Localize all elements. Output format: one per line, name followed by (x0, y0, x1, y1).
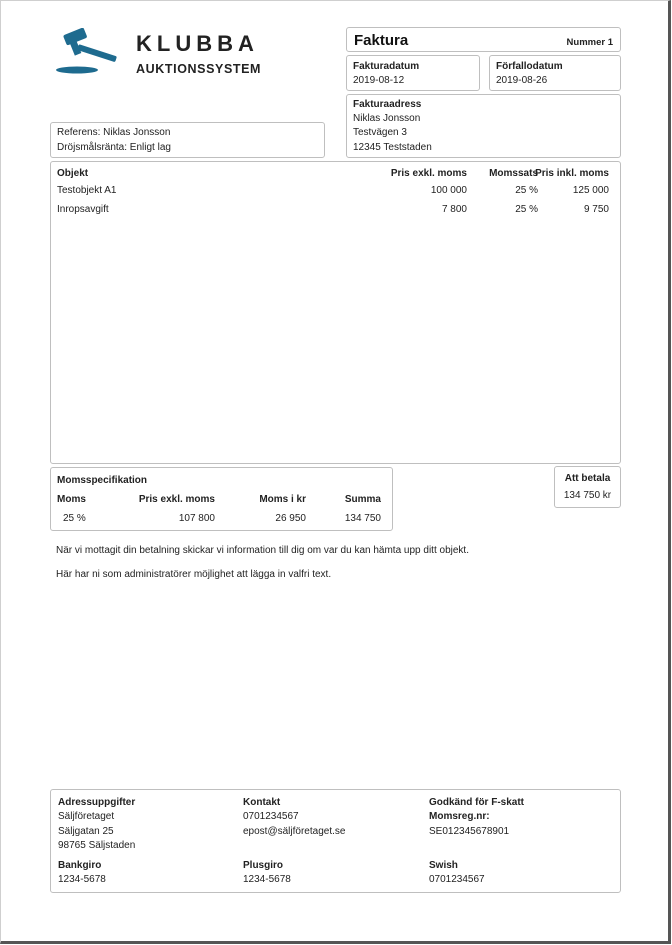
interest-text: Dröjsmålsränta: Enligt lag (57, 142, 171, 153)
vat-value: 25 % (63, 513, 86, 524)
item-object: Inropsavgift (57, 204, 109, 215)
billing-name: Niklas Jonsson (353, 113, 421, 124)
item-vat-rate: 25 % (515, 204, 538, 215)
reference-text: Referens: Niklas Jonsson (57, 127, 171, 138)
vat-sum: 134 750 (344, 513, 381, 524)
to-pay-box (554, 466, 621, 508)
footer-company: Säljföretaget (58, 811, 115, 822)
footer-box (50, 789, 621, 893)
item-vat-rate: 25 % (515, 185, 538, 196)
item-price-ex: 7 800 (441, 204, 467, 215)
footer-street: Säljgatan 25 (58, 826, 114, 837)
item-price-inc: 9 750 (583, 204, 609, 215)
invoice-date-label: Fakturadatum (353, 61, 420, 72)
due-date-label: Förfallodatum (496, 61, 563, 72)
invoice-title: Faktura (354, 32, 409, 49)
reference-box (50, 122, 325, 158)
footer-swish-label: Swish (429, 860, 458, 871)
to-pay-amount: 134 750 kr (563, 490, 612, 501)
footer-tax-label: Godkänd för F-skatt (429, 797, 525, 808)
footer-contact-label: Kontakt (243, 797, 281, 808)
footer-email[interactable]: epost@säljföretaget.se (243, 826, 346, 837)
vat-spec-box (50, 467, 393, 531)
due-date-box (489, 55, 621, 91)
billing-address-label: Fakturaadress (353, 99, 422, 110)
gavel-logo-icon (55, 28, 121, 76)
logo-name: KLUBBA (136, 31, 259, 56)
vat-header-price-ex: Pris exkl. moms (138, 494, 215, 505)
billing-city: 12345 Teststaden (353, 142, 432, 153)
footer-bankgiro: 1234-5678 (58, 874, 106, 885)
to-pay-label: Att betala (564, 473, 611, 484)
item-price-ex: 100 000 (430, 185, 467, 196)
vat-header-sum: Summa (344, 494, 381, 505)
footer-plusgiro-label: Plusgiro (243, 860, 284, 871)
items-header-price-inc: Pris inkl. moms (535, 168, 609, 179)
items-table (50, 161, 621, 464)
footer-vatreg: SE012345678901 (429, 826, 510, 837)
billing-street: Testvägen 3 (353, 127, 407, 138)
vat-price-ex: 107 800 (178, 513, 215, 524)
footer-vatreg-label: Momsreg.nr: (429, 811, 490, 822)
footer-city: 98765 Säljstaden (58, 840, 136, 851)
footer-bankgiro-label: Bankgiro (58, 860, 102, 871)
invoice-number: Nummer 1 (566, 37, 613, 48)
note-text: Här har ni som administratörer möjlighet att lägga in valfri text. (56, 569, 332, 580)
item-object: Testobjekt A1 (57, 185, 117, 196)
items-header-vat-rate: Momssats (489, 168, 538, 179)
footer-swish: 0701234567 (429, 874, 485, 885)
invoice-date-box (346, 55, 480, 91)
invoice-date: 2019-08-12 (353, 75, 405, 86)
billing-address-box (346, 94, 621, 158)
vat-spec-title: Momsspecifikation (57, 475, 148, 486)
invoice-title-box (346, 27, 621, 52)
footer-plusgiro: 1234-5678 (243, 874, 291, 885)
note-text: När vi mottagit din betalning skickar vi information till dig om var du kan hämta upp ditt objekt. (56, 545, 469, 556)
footer-address-label: Adressuppgifter (58, 797, 136, 808)
items-header-price-ex: Pris exkl. moms (390, 168, 467, 179)
vat-header-vat: Moms (57, 494, 86, 505)
logo-subtitle: AUKTIONSSYSTEM (136, 62, 262, 76)
vat-kr: 26 950 (275, 513, 306, 524)
due-date: 2019-08-26 (496, 75, 548, 86)
vat-header-vat-kr: Moms i kr (259, 494, 306, 505)
item-price-inc: 125 000 (572, 185, 609, 196)
items-header-object: Objekt (57, 168, 89, 179)
footer-phone: 0701234567 (243, 811, 299, 822)
